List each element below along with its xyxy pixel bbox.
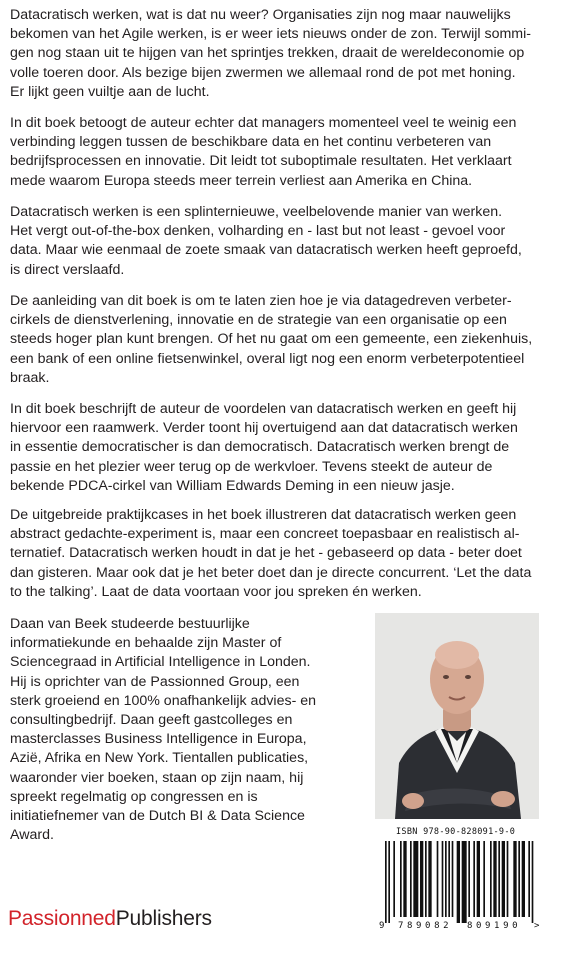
barcode-bar xyxy=(388,841,390,923)
barcode-bar xyxy=(498,841,500,917)
publisher-name-part-1: Passionned xyxy=(8,907,116,930)
blurb-paragraph-2: In dit boek betoogt de auteur echter dat managers momenteel veel te weinig een verbinding leggen tussen de beschikbare data en het continu verbeteren van bedrijfsprocessen en innovatie. Dit leidt tot suboptimale resultaten. Het verklaart mede waarom Europa steeds meer terrein verliest aan Amerika en China. xyxy=(10,115,517,189)
barcode-bar xyxy=(445,841,447,917)
barcode-bar xyxy=(428,841,431,917)
publisher-logo xyxy=(8,906,212,932)
barcode-bar xyxy=(403,841,406,917)
barcode-bar xyxy=(477,841,480,917)
barcode-bar xyxy=(528,841,530,917)
barcode-bar xyxy=(448,841,450,917)
blurb-paragraph-1: Datacratisch werken, wat is dat nu weer? Organisaties zijn nog maar nauwelijks bekomen van het Agile werken, is er weer iets nieuws onder de zon. Terwijl sommi- gen nog staan uit te hijgen van het sprintjes trekken, draait de wereldeconomie op volle toeren door. Als bezige bijen zwermen we allemaal rond de pot met honing. Er lijkt geen vuiltje aan de lucht. xyxy=(10,7,531,100)
barcode-digits-left: 789082 xyxy=(398,921,453,931)
barcode-bar xyxy=(413,841,418,917)
barcode-bar xyxy=(473,841,475,917)
barcode-bar xyxy=(532,841,534,923)
blurb-paragraph-3: Datacratisch werken is een splinternieuwe, veelbelovende manier van werken. Het vergt out-of-the-box denken, volharding en - last but not least - gevoel voor data. Maar wie eenmaal de zoete smaak van datacratisch werken heeft geproefd, is direct verslaafd. xyxy=(10,204,522,278)
barcode-digit-first: 9 xyxy=(379,921,385,931)
barcode-bar xyxy=(462,841,467,923)
barcode-bar xyxy=(385,841,387,923)
blurb-paragraph-4: De aanleiding van dit boek is om te laten zien hoe je via datagedreven verbeter- cirkels de dienstverlening, innovatie en de strategie van een organisatie op een steeds hoger plan kunt brengen. Of het nu gaat om een gemeente, een ziekenhuis, een bank of een online fietsenwinkel, overal ligt nog een enorm verbeterpotentieel braak. xyxy=(10,293,533,386)
barcode-bars xyxy=(385,841,535,923)
barcode-bar xyxy=(468,841,470,917)
author-photo xyxy=(375,613,539,819)
barcode-bar xyxy=(522,841,525,917)
blurb-paragraph-6: De uitgebreide praktijkcases in het boek illustreren dat datacratisch werken geen abstract gedachte-experiment is, maar een concreet toepasbaar en realistisch al- ternatief. Datacratisch werken houdt in dat je het - gebaseerd op data - beter doet dan gisteren. Maar ook dat je het beter doet dan je directe concurrent. ‘Let the data to the talking’. Laat de data voortaan voor jou spreken én werken. xyxy=(10,507,532,600)
barcode-bar xyxy=(513,841,516,917)
barcode-bar xyxy=(507,841,509,917)
barcode-bar xyxy=(452,841,454,917)
isbn-label: ISBN 978-90-828091-9-0 xyxy=(396,827,516,837)
barcode-bar xyxy=(400,841,402,917)
author-portrait-illustration xyxy=(375,613,539,819)
author-bio: Daan van Beek studeerde bestuurlijke informatiekunde en behaalde zijn Master of Sciencegraad in Artificial Intelligence in Londen. Hij is oprichter van de Passionned Group, een sterk groeiend en 100% onafhankelijk advies- en consultingbedrijf. Daan geeft gastcolleges en masterclasses Business Intelligence in Europa, Azië, Afrika en New York. Tientallen publicaties, waaronder vier boeken, staan op zijn naam, hij spreekt regelmatig op congressen en is initiatiefnemer van de Dutch BI & Data Science Award. xyxy=(10,616,317,844)
barcode-arrow: > xyxy=(534,921,540,931)
barcode-bar xyxy=(518,841,520,917)
barcode-bar xyxy=(493,841,496,917)
barcode-bar xyxy=(393,841,395,917)
barcode-bar xyxy=(457,841,460,923)
barcode-bar xyxy=(483,841,485,917)
publisher-name-part-2: Publishers xyxy=(115,907,212,930)
barcode-bar xyxy=(410,841,412,917)
barcode-bar xyxy=(490,841,492,917)
blurb-paragraph-5: In dit boek beschrijft de auteur de voordelen van datacratisch werken en geeft hij hiervoor een raamwerk. Verder toont hij overtuigend aan dat datacratisch werken in essentie democratischer is dan democratisch. Datacratisch werken brengt de passie en het plezier weer terug op de werkvloer. Tevens steekt de auteur de bekende PDCA-cirkel van William Edwards Deming in een nieuw jasje. xyxy=(10,401,518,494)
barcode-bar xyxy=(420,841,423,917)
barcode-bar xyxy=(502,841,505,917)
barcode-bar xyxy=(425,841,427,917)
isbn-barcode xyxy=(380,825,540,935)
barcode-digits-right: 809190 xyxy=(467,921,522,931)
barcode-bar xyxy=(442,841,444,917)
barcode-bar xyxy=(437,841,439,917)
